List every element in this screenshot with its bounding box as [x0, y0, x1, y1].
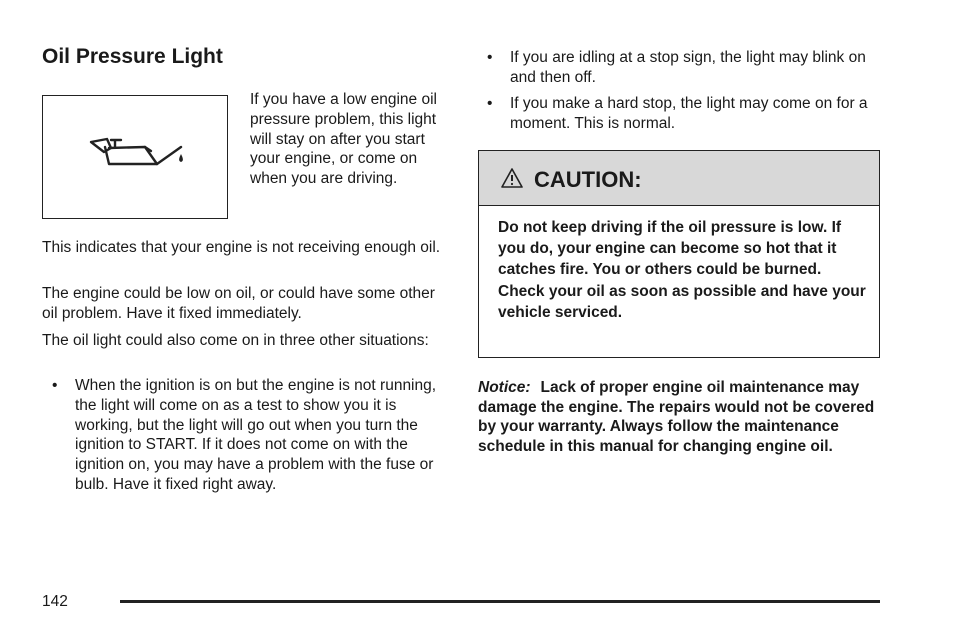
notice-label: Notice: — [478, 379, 531, 396]
footer-rule — [120, 600, 880, 603]
notice-paragraph — [478, 378, 888, 456]
bullet-symbol: • — [52, 377, 58, 394]
paragraph-low-oil: The engine could be low on oil, or could have some other oil problem. Have it fixed immediately. — [42, 285, 435, 322]
bullet-symbol: • — [487, 49, 493, 66]
bullet-text: If you make a hard stop, the light may come on for a moment. This is normal. — [510, 95, 868, 132]
bullet-symbol: • — [487, 95, 493, 112]
caution-header — [479, 151, 879, 206]
notice-text: Lack of proper engine oil maintenance may damage the engine. The repairs would not be covered by your warranty. Always follow the maintenance schedule in this manual for changing engine oil. — [478, 379, 875, 455]
oil-pressure-icon-box — [42, 95, 228, 219]
paragraph-three-situations: The oil light could also come on in three other situations: — [42, 332, 429, 349]
caution-box — [478, 150, 880, 358]
oil-can-icon — [87, 134, 187, 182]
page-number: 142 — [42, 593, 68, 610]
caution-body: Do not keep driving if the oil pressure is low. If you do, your engine can become so hot that it catches fire. You or others could be burned. Check your oil as soon as possible and have your vehicle serviced. — [498, 219, 866, 321]
bullet-text: If you are idling at a stop sign, the light may blink on and then off. — [510, 49, 866, 86]
caution-title: CAUTION: — [534, 167, 642, 192]
intro-side-text: If you have a low engine oil pressure problem, this light will stay on after you start your engine, or come on when you are driving. — [250, 91, 437, 188]
paragraph-not-receiving-oil: This indicates that your engine is not receiving enough oil. — [42, 239, 441, 256]
warning-triangle-icon — [500, 167, 524, 189]
page-title: Oil Pressure Light — [42, 45, 223, 68]
bullet-text: When the ignition is on but the engine is not running, the light will come on as a test to show you it is working, but the light will go out when you turn the ignition to START. If it does not come on with the ignition on, you may have a problem with the fuse or bulb. Have it fixed right away. — [75, 377, 437, 493]
